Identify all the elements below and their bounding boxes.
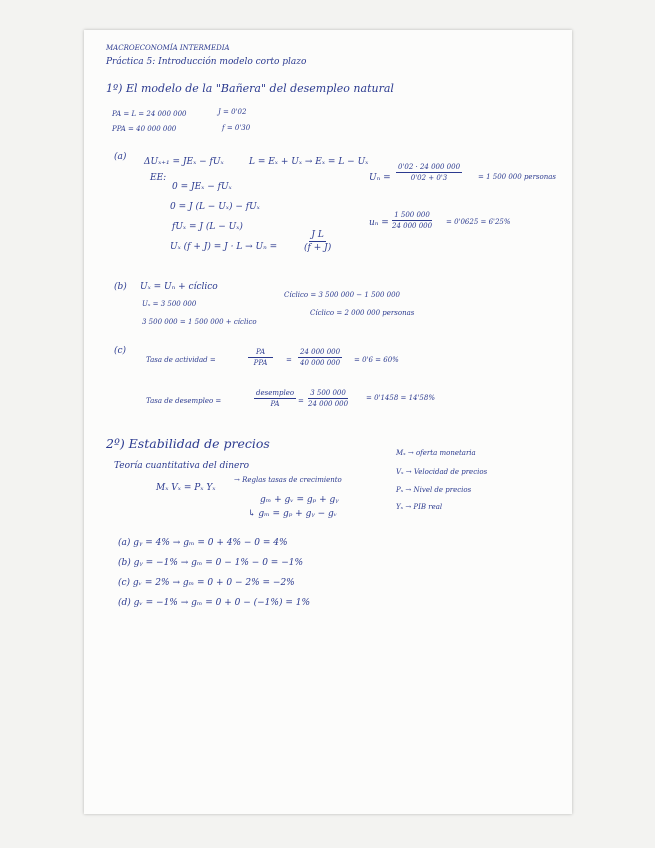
unemployment-eq: = [298,397,304,405]
un-calc-den: 0'02 + 0'3 [410,174,448,182]
b-eq5: Cíclico = 2 000 000 personas [310,309,415,317]
section1-title: 1º) El modelo de la "Bañera" del desempleo natural [106,82,394,95]
un-result: = 1 500 000 personas [478,173,556,181]
un-formula-fraction [304,230,331,253]
legend-p: Pₓ → Nivel de precios [396,486,472,494]
un-label: Uₙ = [369,173,391,183]
s2-eq2: gₘ + gᵥ = gₚ + gᵧ [260,495,339,505]
course-title: MACROECONOMÍA INTERMEDIA [106,44,230,52]
activity-den: PPA [253,359,268,367]
answer-b: (b) gᵧ = −1% → gₘ = 0 − 1% − 0 = −1% [118,558,304,568]
answer-d: (d) gᵥ = −1% → gₘ = 0 + 0 − (−1%) = 1% [118,598,311,608]
unemployment-den: PA [270,400,280,408]
pa-value: PA = L = 24 000 000 [112,110,187,118]
rate-den: 24 000 000 [392,222,433,230]
j-value: J = 0'02 [218,108,247,116]
ppa-value: PPA = 40 000 000 [112,125,177,133]
b-eq2: Uₓ = 3 500 000 [142,300,197,308]
activity-num-values: 24 000 000 [300,348,341,356]
unemployment-num: desempleo [256,389,295,397]
rate-label: uₙ = [369,218,389,228]
notebook-page [84,30,572,814]
a-ee: EE: [150,173,167,183]
practice-title: Práctica 5: Introducción modelo corto plazo [106,57,307,67]
part-a-label: (a) [114,152,127,162]
b-eq4: Cíclico = 3 500 000 − 1 500 000 [284,291,401,299]
part-c-label: (c) [114,346,127,356]
unemployment-den-values: 24 000 000 [308,400,349,408]
section2-subtitle: Teoría cuantitativa del dinero [114,461,250,471]
rate-result: = 0'0625 = 6'25% [446,218,511,226]
answer-c: (c) gᵥ = 2% → gₘ = 0 + 0 − 2% = −2% [118,578,295,588]
a-eq6: Uₓ (f + J) = J · L → Uₙ = [170,242,278,252]
activity-fraction-values [298,348,342,367]
f-value: f = 0'30 [222,124,251,132]
activity-eq: = [286,356,292,364]
unemployment-num-values: 3 500 000 [310,389,346,397]
a-eq1: ΔUₓ₊₁ = JEₓ − fUₓ [144,157,224,167]
un-formula-den: (f + J) [304,243,332,253]
section2-title: 2º) Estabilidad de precios [106,436,270,451]
unemployment-label: Tasa de desempleo = [146,397,222,405]
rate-fraction [392,211,432,230]
activity-fraction [248,348,273,367]
s2-rule: → Reglas tasas de crecimiento [234,476,342,484]
unemployment-fraction [254,389,296,408]
unemployment-fraction-values [308,389,348,408]
a-eq5: fUₓ = J (L − Uₓ) [172,222,243,232]
s2-eq3: ↳ gₘ = gₚ + gᵧ − gᵥ [248,509,338,519]
part-b-label: (b) [114,282,127,292]
rate-num: 1 500 000 [394,211,430,219]
a-eq3: 0 = JEₓ − fUₓ [172,182,232,192]
b-eq3: 3 500 000 = 1 500 000 + cíclico [142,318,257,326]
activity-label: Tasa de actividad = [146,356,216,364]
answer-a: (a) gᵧ = 4% → gₘ = 0 + 4% − 0 = 4% [118,538,288,548]
un-calc-fraction [396,163,462,182]
un-formula-num: J L [311,230,324,240]
legend-v: Vₓ → Velocidad de precios [396,468,488,476]
a-eq2: L = Eₓ + Uₓ → Eₓ = L − Uₓ [249,157,369,167]
un-calc-num: 0'02 · 24 000 000 [398,163,461,171]
activity-den-values: 40 000 000 [300,359,341,367]
activity-num: PA [248,348,273,358]
activity-result: = 0'6 = 60% [354,356,399,364]
b-eq1: Uₓ = Uₙ + cíclico [140,282,218,292]
legend-y: Yₓ → PIB real [396,503,443,511]
unemployment-result: = 0'1458 = 14'58% [366,394,435,402]
legend-m: Mₓ → oferta monetaria [396,449,476,457]
s2-eq1: Mₓ Vₓ = Pₓ Yₓ [156,483,216,493]
a-eq4: 0 = J (L − Uₓ) − fUₓ [170,202,260,212]
